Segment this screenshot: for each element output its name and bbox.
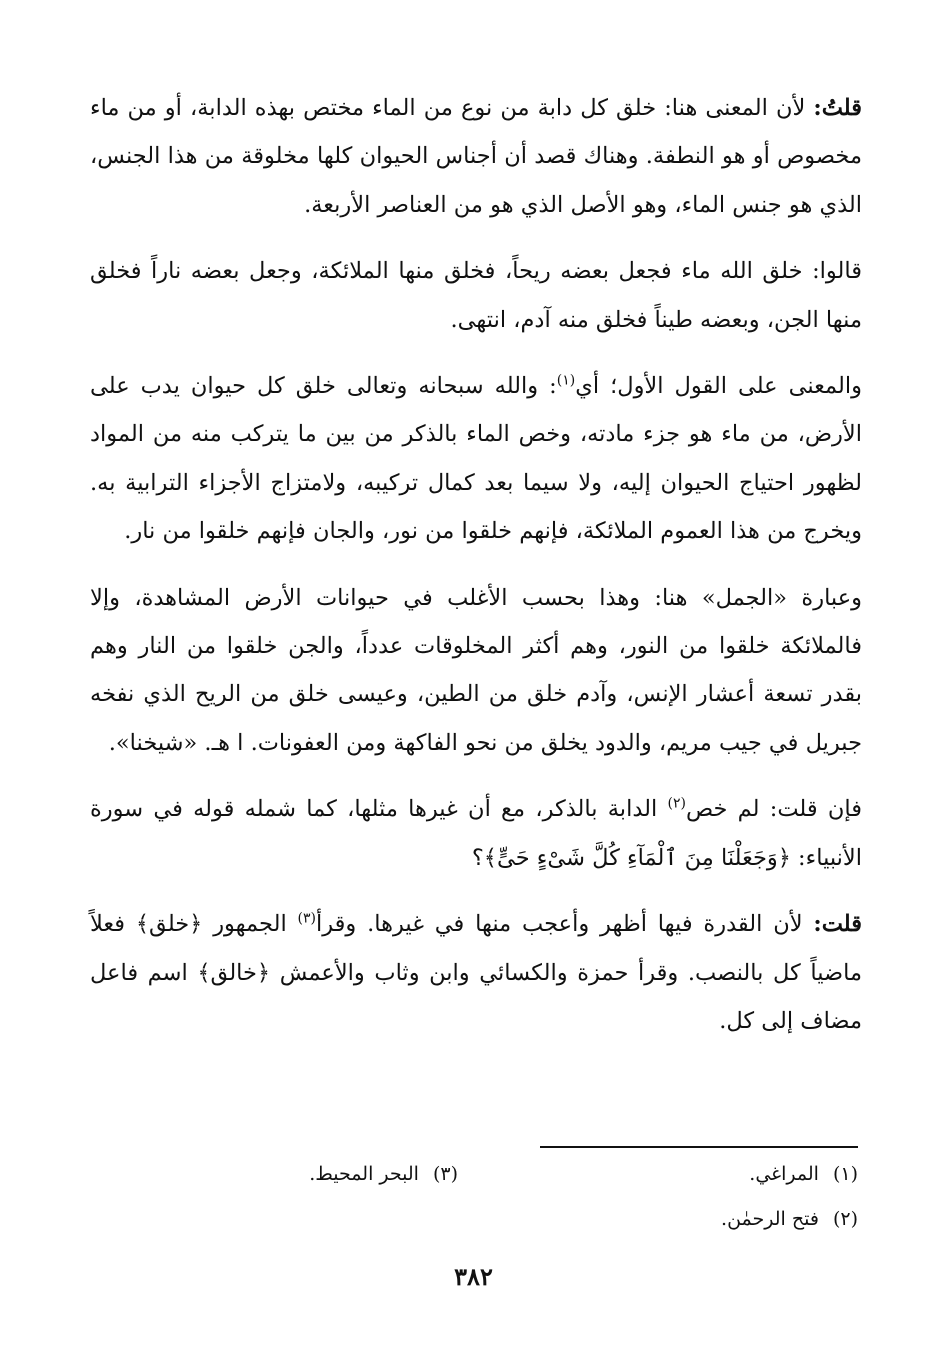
paragraph-text: والمعنى على القول الأول؛ أي [575, 373, 862, 400]
footnote-text: المراغي. [749, 1163, 819, 1185]
page-number: ٣٨٢ [454, 1262, 493, 1291]
paragraph [90, 900, 862, 1045]
footnote [721, 1208, 858, 1230]
footnote-number: (٢) [832, 1208, 858, 1230]
footnote-ref[interactable]: (٢) [667, 795, 686, 812]
paragraph-text: لأن المعنى هنا: خلق كل دابة من نوع من الماء مختص بهذه الدابة، أو من ماء مخصوص أو هو النطفة. وهناك قصد أن أجناس الحيوان كلها مخلوقة من هذا الجنس، الذي هو جنس الماء، وهو الأصل الذي هو من العناصر الأربعة. [90, 95, 862, 218]
footnote-text: البحر المحيط. [309, 1163, 419, 1185]
paragraph [90, 362, 862, 556]
footnote-ref[interactable]: (٣) [297, 910, 316, 927]
paragraph-text: الدابة بالذكر، مع أن غيرها مثلها، كما شمله قوله في سورة الأنبياء: ﴿وَجَعَلْنَا مِنَ ٱلْمَآءِ كُلَّ شَىْءٍ حَىٍّ﴾؟ [90, 796, 862, 871]
footnote-ref[interactable]: (١) [556, 372, 576, 389]
footnotes [280, 1163, 858, 1243]
paragraph-lead: قلتُ: [813, 95, 862, 121]
paragraph-text: لأن القدرة فيها أظهر وأعجب منها في غيرها. وقرأ [316, 911, 814, 938]
footnote-number: (١) [832, 1163, 858, 1185]
footnote-number: (٣) [432, 1163, 458, 1185]
footnote-text: فتح الرحمٰن. [721, 1208, 819, 1230]
paragraph [90, 574, 862, 768]
paragraph-lead: قلت: [813, 911, 862, 938]
paragraph [90, 785, 862, 882]
paragraph [90, 247, 862, 344]
footnote [749, 1163, 858, 1185]
paragraph-text: وعبارة «الجمل» هنا: وهذا بحسب الأغلب في حيوانات الأرض المشاهدة، وإلا فالملائكة خلقوا من النور، وهم أكثر المخلوقات عدداً، والجن خلقوا من النار وهم بقدر تسعة أعشار الإنس، وآدم خلق من الطين، وعيسى خلق من الريح الذي نفخه جبريل في جيب مريم، والدود يخلق من نحو الفاكهة ومن العفونات. ا هـ. «شيخنا». [90, 584, 862, 756]
footnote-divider [540, 1146, 858, 1148]
paragraph-text: الجمهور ﴿خلق﴾ فعلاً ماضياً كل بالنصب. وقرأ حمزة والكسائي وابن وثاب والأعمش ﴿خالق﴾ اسم فاعل مضاف إلى كل. [90, 911, 862, 1034]
main-text [90, 84, 862, 1063]
paragraph-text: قالوا: خلق الله ماء فجعل بعضه ريحاً، فخلق منها الملائكة، وجعل بعضه ناراً فخلق منها الجن، وبعضه طيناً فخلق منه آدم، انتهى. [90, 258, 862, 333]
paragraph [90, 84, 862, 229]
footnote [309, 1163, 458, 1185]
paragraph-text: : والله سبحانه وتعالى خلق كل حيوان يدب على الأرض، من ماء هو جزء مادته، وخص الماء بالذكر من بين ما يتركب منه من المواد لظهور احتياج الحيوان إليه، ولا سيما بعد كمال تركيبه، ولامتزاج الأجزاء الترابية به. ويخرج من هذا العموم الملائكة، فإنهم خلقوا من نور، والجان فإنهم خلقوا من نار. [90, 373, 862, 545]
paragraph-text: فإن قلت: لم خص [685, 796, 862, 823]
